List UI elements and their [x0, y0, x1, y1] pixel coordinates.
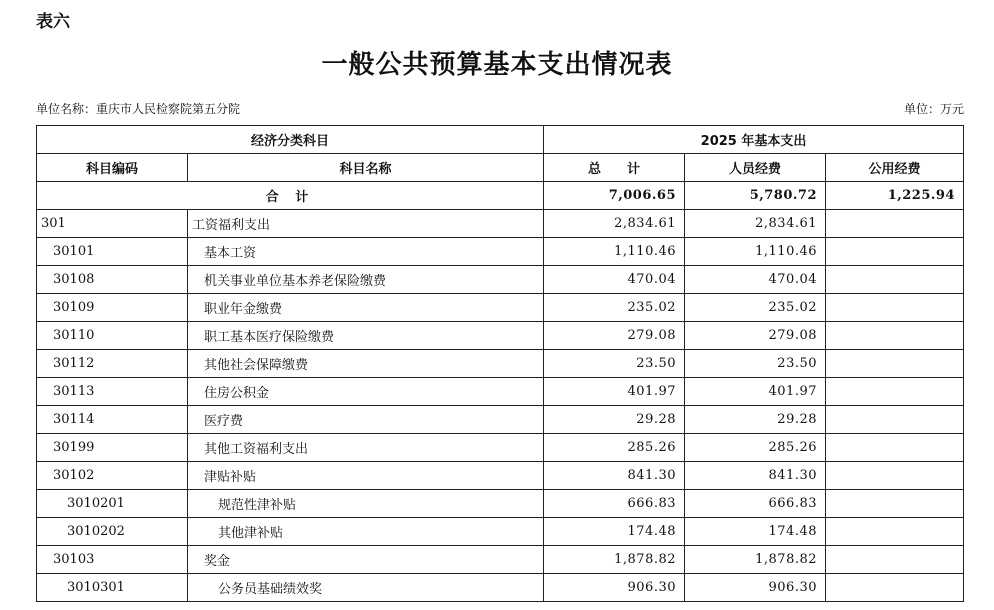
header-total: 总 计 — [544, 154, 685, 182]
row-total: 285.26 — [544, 434, 685, 462]
row-code: 30103 — [37, 546, 188, 574]
row-public — [826, 574, 964, 602]
row-personnel: 1,878.82 — [685, 546, 826, 574]
table-row — [37, 406, 964, 434]
row-name: 其他工资福利支出 — [188, 434, 544, 462]
row-name: 奖金 — [188, 546, 544, 574]
header-name: 科目名称 — [188, 154, 544, 182]
row-name: 津贴补贴 — [188, 462, 544, 490]
row-name: 职工基本医疗保险缴费 — [188, 322, 544, 350]
row-total: 470.04 — [544, 266, 685, 294]
row-code: 3010202 — [37, 518, 188, 546]
table-row — [37, 238, 964, 266]
table-row — [37, 490, 964, 518]
row-personnel: 906.30 — [685, 574, 826, 602]
row-personnel: 1,110.46 — [685, 238, 826, 266]
row-total: 29.28 — [544, 406, 685, 434]
row-code: 30101 — [37, 238, 188, 266]
table-row — [37, 378, 964, 406]
row-code: 30113 — [37, 378, 188, 406]
row-public — [826, 406, 964, 434]
row-total: 1,110.46 — [544, 238, 685, 266]
row-public — [826, 350, 964, 378]
row-code: 30109 — [37, 294, 188, 322]
row-name: 工资福利支出 — [188, 210, 544, 238]
row-public — [826, 322, 964, 350]
row-name: 职业年金缴费 — [188, 294, 544, 322]
row-name: 医疗费 — [188, 406, 544, 434]
row-public — [826, 294, 964, 322]
row-name: 其他社会保障缴费 — [188, 350, 544, 378]
row-total: 906.30 — [544, 574, 685, 602]
header-budget-year: 2025 年基本支出 — [544, 126, 964, 154]
row-total: 23.50 — [544, 350, 685, 378]
row-public — [826, 434, 964, 462]
row-total: 1,878.82 — [544, 546, 685, 574]
row-name: 公务员基础绩效奖 — [188, 574, 544, 602]
unit-name: 单位名称：重庆市人民检察院第五分院 — [36, 102, 241, 116]
row-personnel: 285.26 — [685, 434, 826, 462]
row-code: 30199 — [37, 434, 188, 462]
row-code: 301 — [37, 210, 188, 238]
row-total: 235.02 — [544, 294, 685, 322]
table-row — [37, 546, 964, 574]
row-personnel: 401.97 — [685, 378, 826, 406]
row-total: 401.97 — [544, 378, 685, 406]
row-name: 机关事业单位基本养老保险缴费 — [188, 266, 544, 294]
row-total: 2,834.61 — [544, 210, 685, 238]
table-row — [37, 210, 964, 238]
row-total: 841.30 — [544, 462, 685, 490]
row-total: 174.48 — [544, 518, 685, 546]
table-row — [37, 518, 964, 546]
header-personnel: 人员经费 — [685, 154, 826, 182]
row-name: 基本工资 — [188, 238, 544, 266]
table-row — [37, 434, 964, 462]
row-personnel: 29.28 — [685, 406, 826, 434]
header-economic-subject: 经济分类科目 — [37, 126, 544, 154]
row-public — [826, 462, 964, 490]
header-row-columns — [37, 154, 964, 182]
row-personnel: 23.50 — [685, 350, 826, 378]
table-row — [37, 462, 964, 490]
row-personnel: 2,834.61 — [685, 210, 826, 238]
row-code: 30102 — [37, 462, 188, 490]
table-row — [37, 266, 964, 294]
row-personnel: 666.83 — [685, 490, 826, 518]
row-public — [826, 518, 964, 546]
header-public: 公用经费 — [826, 154, 964, 182]
row-public — [826, 546, 964, 574]
row-code: 30114 — [37, 406, 188, 434]
row-name: 规范性津补贴 — [188, 490, 544, 518]
row-public — [826, 238, 964, 266]
row-name: 住房公积金 — [188, 378, 544, 406]
table-row — [37, 574, 964, 602]
budget-table — [36, 125, 964, 602]
table-row — [37, 294, 964, 322]
total-row — [37, 182, 964, 210]
row-name: 其他津补贴 — [188, 518, 544, 546]
row-public — [826, 490, 964, 518]
row-code: 30112 — [37, 350, 188, 378]
row-public — [826, 378, 964, 406]
table-row — [37, 350, 964, 378]
row-code: 3010201 — [37, 490, 188, 518]
row-code: 30110 — [37, 322, 188, 350]
row-personnel: 470.04 — [685, 266, 826, 294]
header-row-group — [37, 126, 964, 154]
page-title: 一般公共预算基本支出情况表 — [321, 50, 673, 80]
table-number: 表六 — [36, 12, 70, 32]
total-personnel: 5,780.72 — [685, 182, 826, 210]
row-personnel: 235.02 — [685, 294, 826, 322]
row-personnel: 174.48 — [685, 518, 826, 546]
row-personnel: 841.30 — [685, 462, 826, 490]
row-code: 30108 — [37, 266, 188, 294]
row-public — [826, 210, 964, 238]
total-public: 1,225.94 — [826, 182, 964, 210]
row-total: 666.83 — [544, 490, 685, 518]
row-public — [826, 266, 964, 294]
row-code: 3010301 — [37, 574, 188, 602]
unit-label: 单位：万元 — [903, 102, 964, 116]
table-row — [37, 322, 964, 350]
header-code: 科目编码 — [37, 154, 188, 182]
total-label: 合 计 — [37, 182, 544, 210]
row-total: 279.08 — [544, 322, 685, 350]
row-personnel: 279.08 — [685, 322, 826, 350]
total-amount: 7,006.65 — [544, 182, 685, 210]
